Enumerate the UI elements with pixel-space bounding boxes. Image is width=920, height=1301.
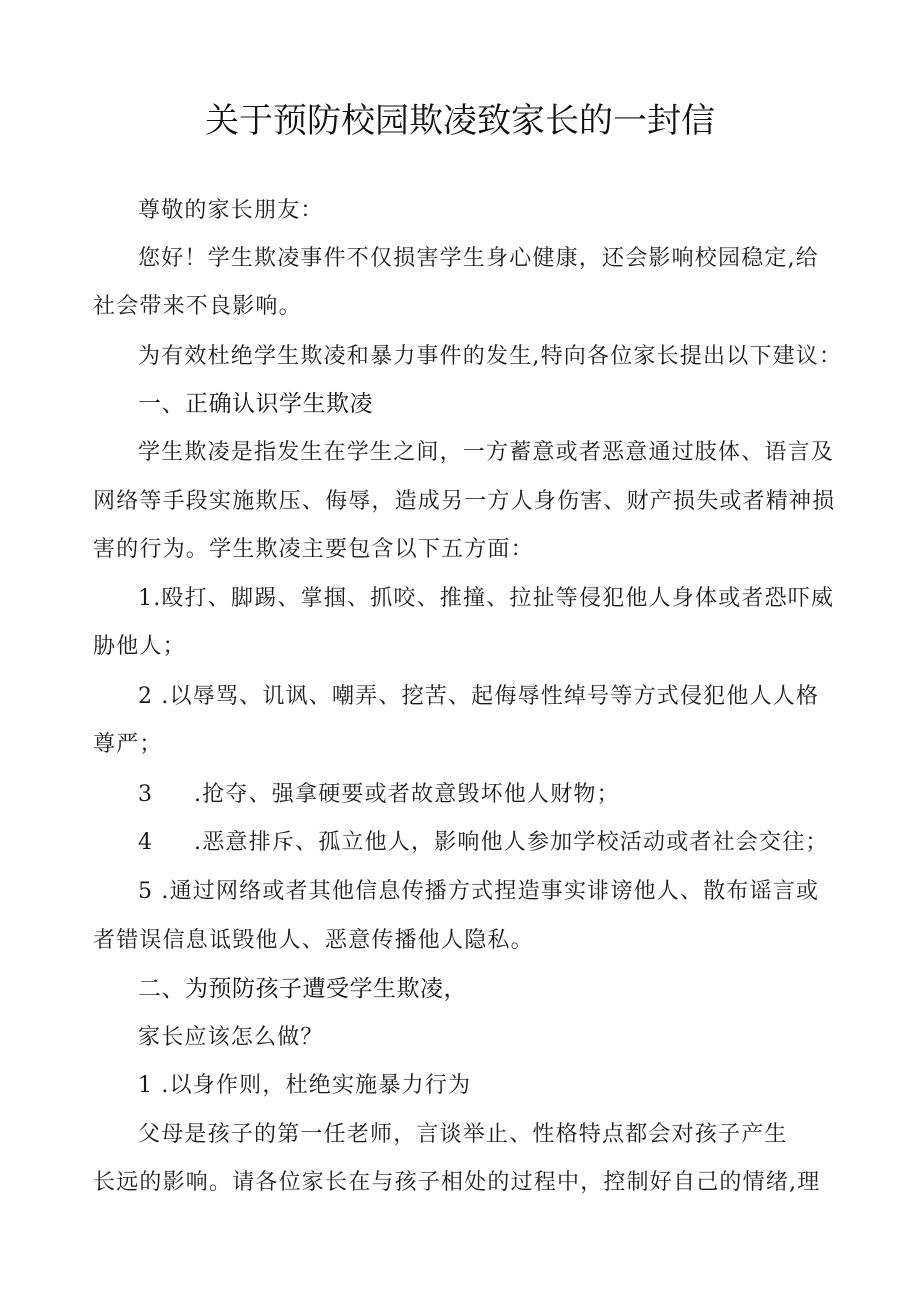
salutation: 尊敬的家长朋友： bbox=[138, 198, 324, 223]
purpose-paragraph: 为有效杜绝学生欺凌和暴力事件的发生,特向各位家长提出以下建议： bbox=[138, 344, 843, 369]
list-item-3 bbox=[138, 780, 898, 810]
greeting-paragraph-line2: 社会带来不良影响。 bbox=[93, 294, 302, 319]
list-item-2-line1: 2 .以辱骂、讥讽、嘲弄、挖苦、起侮辱性绰号等方式侵犯他人人格 bbox=[138, 684, 820, 709]
section-heading-2: 二、为预防孩子遭受学生欺凌， bbox=[138, 976, 467, 1002]
list-item-2-line2: 尊严； bbox=[93, 732, 163, 757]
list-item-4-text: .恶意排斥、孤立他人，影响他人参加学校活动或者社会交往； bbox=[194, 830, 829, 855]
list-item-1-line1: 1.殴打、脚踢、掌掴、抓咬、推撞、拉扯等侵犯他人身体或者恐吓威 bbox=[138, 586, 835, 611]
document-title: 关于预防校园欺凌致家长的一封信 bbox=[205, 101, 715, 141]
list-item-5-line1: 5 .通过网络或者其他信息传播方式捏造事实诽谤他人、散布谣言或 bbox=[138, 879, 820, 904]
point-1-title: 1 .以身作则，杜绝实施暴力行为 bbox=[138, 1073, 472, 1098]
list-item-3-text: .抢夺、强拿硬要或者故意毁坏他人财物； bbox=[194, 782, 620, 807]
definition-line1: 学生欺凌是指发生在学生之间，一方蓄意或者恶意通过肢体、语言及 bbox=[138, 440, 835, 465]
definition-line2: 网络等手段实施欺压、侮辱，造成另一方人身伤害、财产损失或者精神损 bbox=[93, 489, 836, 514]
section-heading-1: 一、正确认识学生欺凌 bbox=[138, 391, 373, 417]
list-item-3-number: 3 bbox=[138, 782, 154, 807]
list-item-5-line2: 者错误信息诋毁他人、恶意传播他人隐私。 bbox=[93, 928, 534, 953]
greeting-paragraph-line1: 您好！学生欺凌事件不仅损害学生身心健康，还会影响校园稳定,给 bbox=[138, 246, 819, 271]
list-item-1-line2: 胁他人； bbox=[93, 634, 186, 659]
list-item-4 bbox=[138, 828, 898, 858]
list-item-4-number: 4 bbox=[138, 830, 154, 855]
point-1-paragraph-line2: 长远的影响。请各位家长在与孩子相处的过程中，控制好自己的情绪,理 bbox=[93, 1170, 821, 1195]
definition-line3: 害的行为。学生欺凌主要包含以下五方面： bbox=[93, 537, 534, 562]
section-2-subheading: 家长应该怎么做？ bbox=[138, 1025, 324, 1050]
point-1-paragraph-line1: 父母是孩子的第一任老师，言谈举止、性格特点都会对孩子产生 bbox=[138, 1122, 788, 1147]
